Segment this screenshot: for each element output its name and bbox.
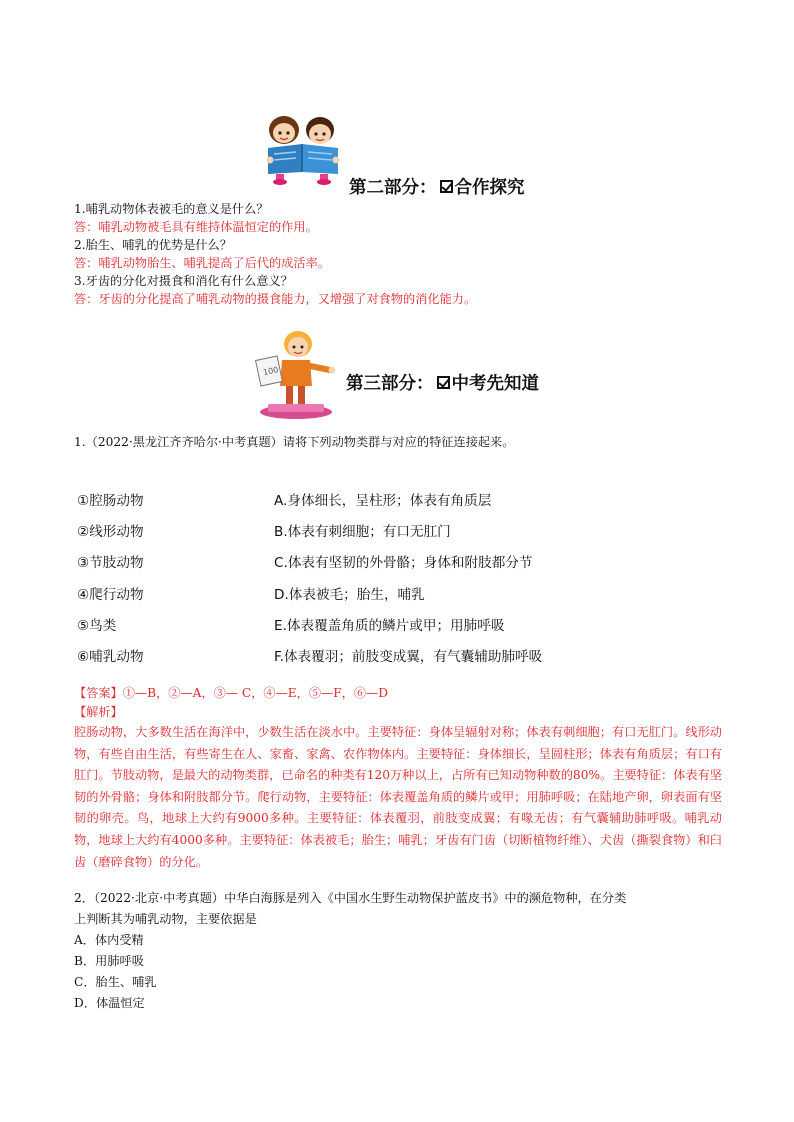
child-with-paper-illustration xyxy=(254,324,338,422)
match-right-a: A.身体细长，呈柱形；体表有角质层 xyxy=(274,493,492,509)
match-right-b: B.体表有刺细胞；有口无肛门 xyxy=(274,524,451,540)
match-left-5: ⑤鸟类 xyxy=(77,618,117,634)
part2-a1: 答：哺乳动物被毛具有维持体温恒定的作用。 xyxy=(74,220,318,234)
option-c: C．胎生、哺乳 xyxy=(74,975,157,989)
part2-heading: 第二部分： 合作探究 xyxy=(349,178,525,198)
part2-q2: 2.胎生、哺乳的优势是什么？ xyxy=(74,238,232,252)
match-left-2: ②线形动物 xyxy=(77,524,144,540)
question-2-stem-line1: 2．（2022·北京·中考真题）中华白海豚是列入《中国水生野生动物保护蓝皮书》中的濒危物种，在分类 xyxy=(74,891,627,905)
analysis-label: 【解析】 xyxy=(74,705,123,719)
option-a: A．体内受精 xyxy=(74,933,144,947)
match-left-6: ⑥哺乳动物 xyxy=(77,649,144,665)
option-d: D．体温恒定 xyxy=(74,996,145,1010)
part2-a3: 答：牙齿的分化提高了哺乳动物的摄食能力，又增强了对食物的消化能力。 xyxy=(74,292,477,306)
svg-text:100: 100 xyxy=(262,365,280,378)
match-right-c: C.体表有坚韧的外骨骼；身体和附肢都分节 xyxy=(274,555,533,571)
part3-heading: 第三部分： 中考先知道 xyxy=(346,374,539,394)
match-left-4: ④爬行动物 xyxy=(77,587,144,603)
match-right-d: D.体表被毛；胎生，哺乳 xyxy=(274,587,425,603)
checkbox-icon xyxy=(440,180,453,193)
question-1-analysis: 腔肠动物，大多数生活在海洋中，少数生活在淡水中。主要特征：身体呈辐射对称；体表有刺细胞；有口无肛门。线形动物，有些自由生活，有些寄生在人、家畜、家禽、农作物体内。主要特征：身体细长，呈圆柱形；体表有角质层；有口有肛门。节肢动物，是最大的动物类群，已命名的种类有120万种以上，占所有已知动物种数的80%。主要特征：体表有坚韧的外骨骼；身体和附肢都分节。爬行动物，主要特征：体表覆盖角质的鳞片或甲；用肺呼吸；在陆地产卵，卵表面有坚韧的卵壳。鸟，地球上大约有9000多种。主要特征：体表覆羽，前肢变成翼；有喙无齿；有气囊辅助肺呼吸。哺乳动物，地球上大约有4000多种。主要特征：体表被毛；胎生；哺乳；牙齿有门齿（切断植物纤维）、犬齿（撕裂食物）和臼齿（磨碎食物）的分化。 xyxy=(74,725,722,869)
match-left-3: ③节肢动物 xyxy=(77,555,144,571)
match-right-f: F.体表覆羽；前肢变成翼，有气囊辅助肺呼吸 xyxy=(274,649,543,665)
part2-q1: 1.哺乳动物体表被毛的意义是什么？ xyxy=(74,202,269,216)
match-right-e: E.体表覆盖角质的鳞片或甲；用肺呼吸 xyxy=(274,618,505,634)
checkbox-icon xyxy=(437,376,450,389)
question-2-stem-line2: 上判断其为哺乳动物，主要依据是 xyxy=(74,912,257,926)
part2-a2: 答：哺乳动物胎生、哺乳提高了后代的成活率。 xyxy=(74,256,330,270)
match-left-1: ①腔肠动物 xyxy=(77,493,144,509)
option-b: B．用肺呼吸 xyxy=(74,954,144,968)
question-1-answer: 【答案】①—B，②—A，③— C，④—E，⑤—F，⑥—D xyxy=(74,686,389,700)
kids-reading-illustration xyxy=(262,110,344,186)
question-1-stem: 1.（2022·黑龙江齐齐哈尔·中考真题）请将下列动物类群与对应的特征连接起来。 xyxy=(74,435,515,449)
part2-q3: 3.牙齿的分化对摄食和消化有什么意义？ xyxy=(74,274,293,288)
